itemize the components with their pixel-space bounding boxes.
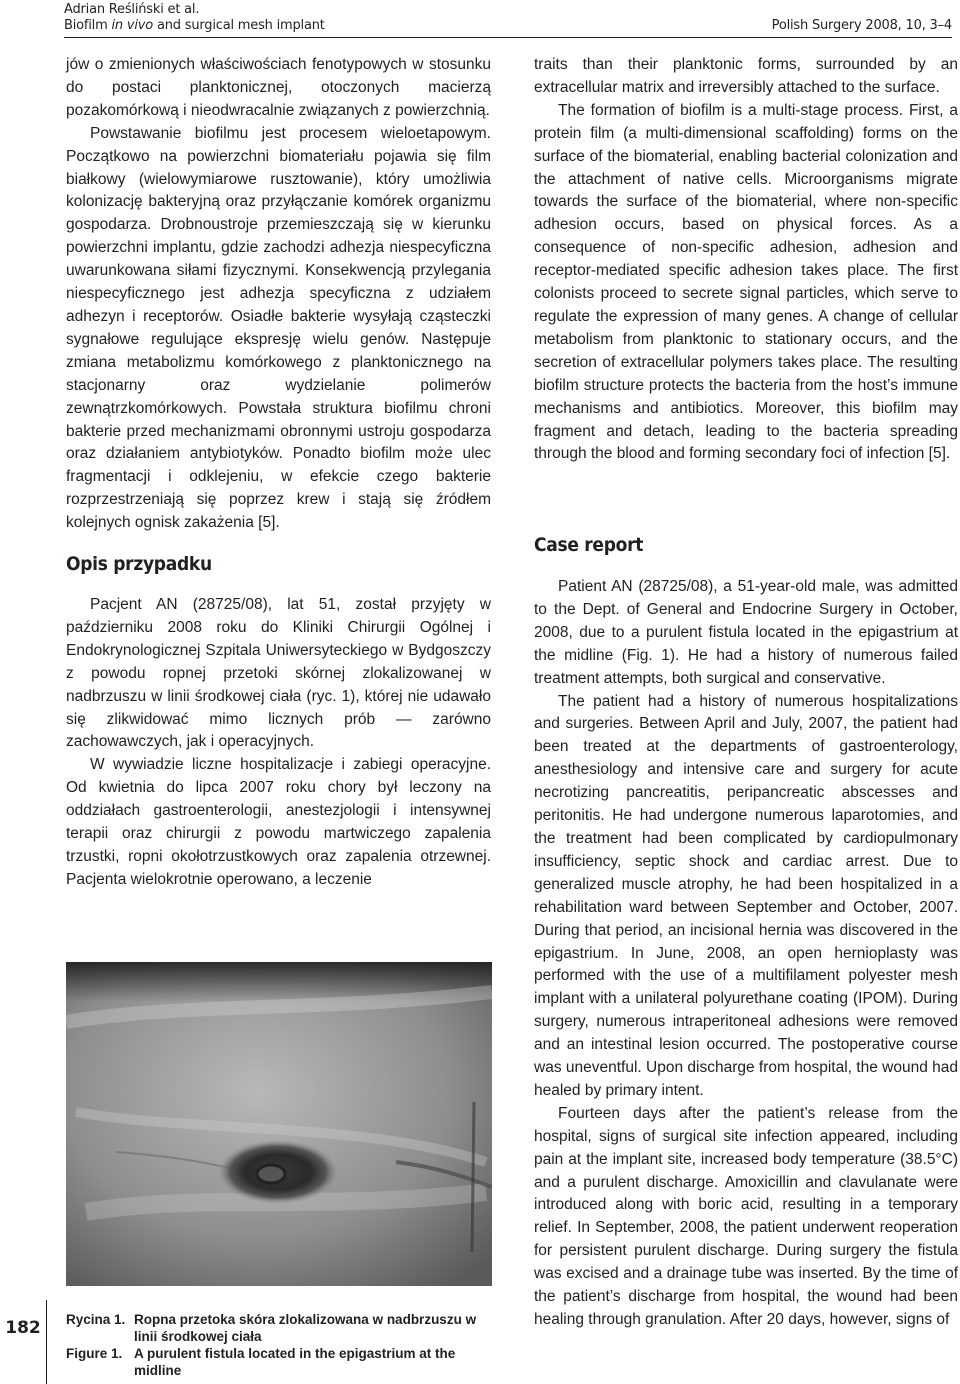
section-heading-en: Case report: [534, 534, 644, 556]
figure-photo: [66, 962, 492, 1286]
paragraph: The patient had a history of numerous hospitalizations and surgeries. Between April and July, 2007, the patient had been treated at the departments of gastroenterology, anesthesiology and intensive care and surgery for acute necrotizing pancreatitis, peripancreatic abscesses and peritonitis. He had undergone numerous laparotomies, and the treatment had been complicated by cardiopulmonary insufficiency, septic shock and cardiac arrest. Due to generalized muscle atrophy, he had been hospitalized in a rehabilitation ward between September and October, 2007. During that period, an incisional hernia was discovered in the epigastrium. In June, 2008, an open hernioplasty was performed with the use of a multifilament polyester mesh implant with a unilateral polyurethane coating (IPOM). During surgery, numerous intraperitoneal adhesions were removed and an intestinal lesion occurred. The postoperative course was uneventful. Upon discharge from hospital, the wound had healed by primary intent.: [534, 692, 958, 1099]
paragraph: Pacjent AN (28725/08), lat 51, został przyjęty w październiku 2008 roku do Kliniki Chirurgii Ogólnej i Endokrynologicznej Szpitala Uniwersyteckiego w Bydgoszczy z powodu ropnej przetoki skórnej zlokalizowanej w nadbrzuszu w linii środkowej ciała (ryc. 1), której nie udawało się zlikwidować mimo licznych prób — zarówno zachowawczych, jak i operacyjnych.: [66, 596, 491, 751]
header-left: [64, 2, 325, 34]
caption-en: [66, 1345, 494, 1379]
right-column-case: [534, 576, 958, 1332]
header-journal: Polish Surgery 2008, 10, 3–4: [771, 18, 952, 33]
left-column-top: [66, 54, 491, 535]
paragraph: Fourteen days after the patient’s release from the hospital, signs of surgical site infection appeared, including pain at the implant site, increased body temperature (38.5°C) and a purulent discharge. Amoxicillin and clavulanate were introduced along with boric acid, resulting in a temporary relief. In September, 2008, the patient underwent reoperation for persistent purulent discharge. During surgery the fistula was excised and a drainage tube was inserted. By the time of the patient’s discharge from hospital, the wound had been healing through granulation. After 20 days, however, signs of: [534, 1104, 958, 1328]
header-rule: [64, 37, 952, 38]
paragraph: Patient AN (28725/08), a 51-year-old male, was admitted to the Dept. of General and Endocrine Surgery in October, 2008, due to a purulent fistula located in the epigastrium at the midline (Fig. 1). He had a history of numerous failed treatment attempts, both surgical and conservative.: [534, 578, 958, 687]
caption-en-text: A purulent fistula located in the epigastrium at the midline: [134, 1346, 456, 1378]
page-number: 182: [5, 1318, 41, 1338]
caption-pl-label: Rycina 1.: [66, 1312, 126, 1327]
left-column-case: [66, 594, 491, 892]
caption-en-label: Figure 1.: [66, 1346, 123, 1361]
figure-caption: [66, 1311, 494, 1379]
caption-pl: [66, 1311, 494, 1345]
page-number-rule: [46, 1300, 47, 1384]
paragraph: The formation of biofilm is a multi-stage process. First, a protein film (a multi-dimensional scaffolding) forms on the surface of the biomaterial, enabling bacterial colonization and the attachment of native cells. Microorganisms migrate towards the surface of the biomaterial, where non-specific adhesion occurs, based on physical forces. As a consequence of non-specific adhesion, adhesion and receptor-mediated specific adhesion takes place. The first colonists proceed to secrete signal particles, which serve to regulate the expression of many genes. A change of cellular metabolism from planktonic to stationary occurs, and the secretion of extracellular polymers takes place. The resulting biofilm structure protects the bacteria from the host’s immune mechanisms and antibiotics. Moreover, this biofilm may fragment and detach, leading to the bacteria spreading through the blood and forming secondary foci of infection [5].: [534, 101, 958, 463]
header-article-title: Biofilm in vivo and surgical mesh implant: [64, 18, 325, 33]
fistula-photo: [66, 962, 492, 1286]
caption-pl-text: Ropna przetoka skóra zlokalizowana w nadbrzuszu w linii środkowej ciała: [134, 1312, 477, 1344]
paragraph: jów o zmienionych właściwościach fenotypowych w stosunku do postaci planktonicznej, otoczonych macierzą pozakomórkową i nieodwracalnie związanych z powierzchnią.: [66, 56, 491, 119]
header-authors: Adrian Reśliński et al.: [64, 2, 200, 17]
running-header: [64, 0, 952, 38]
section-heading-pl: Opis przypadku: [66, 553, 212, 575]
paragraph: Powstawanie biofilmu jest procesem wieloetapowym. Początkowo na powierzchni biomateriału pojawia się film białkowy (wielowymiarowe rusztowanie), który umożliwia kolonizację bakteryjną oraz przyłączanie komórek organizmu gospodarza. Drobnoustroje przemieszczają się w kierunku powierzchni implantu, gdzie zachodzi adhezja niespecyficzna uwarunkowana siłami fizycznymi. Konsekwencją przylegania niespecyficznego jest adhezja specyficzna z udziałem adhezyn i receptorów. Osiadłe bakterie wysyłają cząsteczki sygnałowe regulujące ekspresję wielu genów. Następuje zmiana metabolizmu komórkowego z planktonicznego na stacjonarny oraz wydzielanie polimerów zewnątrzkomórkowych. Powstała struktura biofilmu chroni bakterie przed mechanizmami obronnymi ustroju gospodarza oraz działaniem antybiotyków. Ponadto biofilm może ulec fragmentacji i odklejeniu, w efekcie czego bakterie rozprzestrzeniają się poprzez krew i stają się źródłem kolejnych ognisk zakażenia [5].: [66, 124, 491, 532]
paragraph: traits than their planktonic forms, surrounded by an extracellular matrix and irreversibly attached to the surface.: [534, 56, 958, 96]
right-column-top: [534, 54, 958, 466]
paragraph: W wywiadzie liczne hospitalizacje i zabiegi operacyjne. Od kwietnia do lipca 2007 roku chory był leczony na oddziałach gastroenterologii, anestezjologii i intensywnej terapii oraz chirurgii z powodu martwiczego zapalenia trzustki, ropni okołotrzustkowych oraz zapalenia otrzewnej. Pacjenta wielokrotnie operowano, a leczenie: [66, 756, 491, 888]
